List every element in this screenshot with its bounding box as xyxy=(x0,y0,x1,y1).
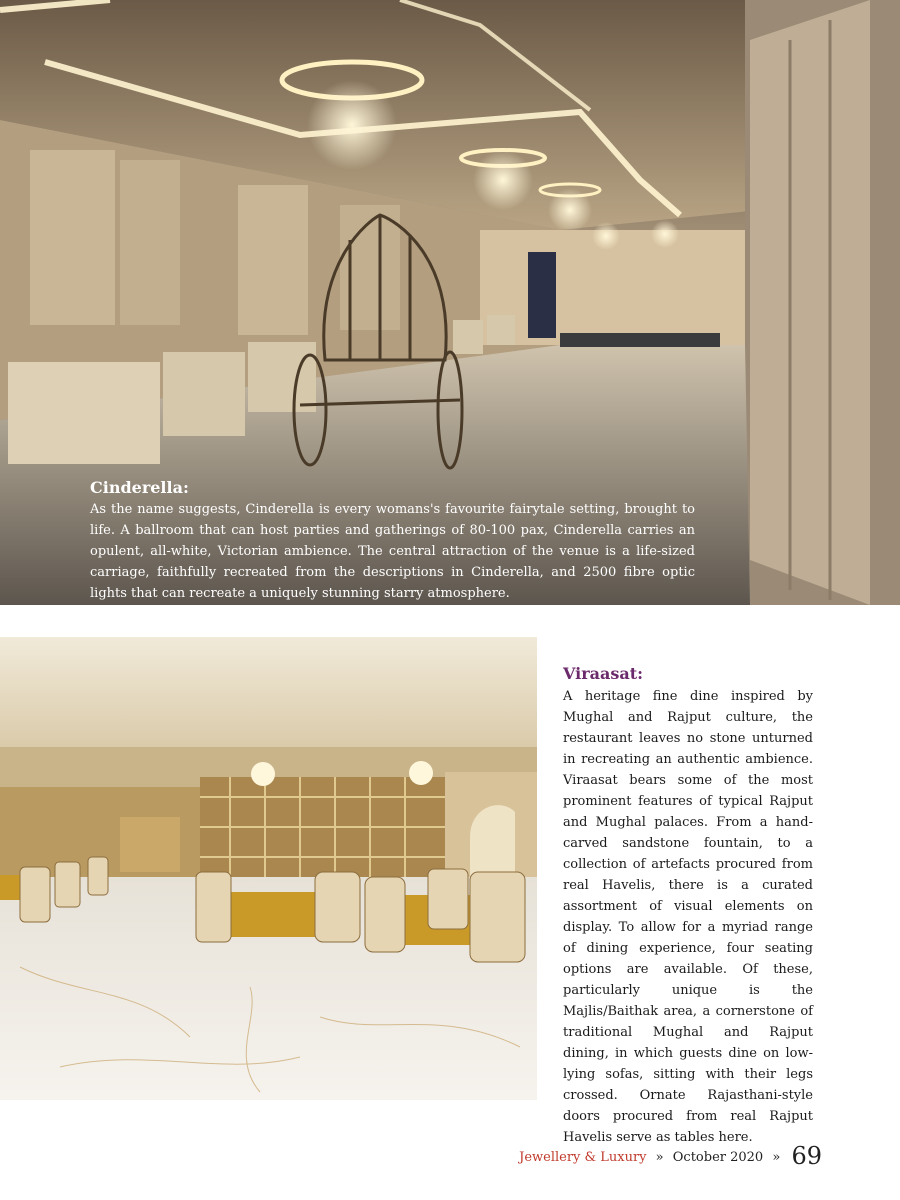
cinderella-title: Cinderella: xyxy=(90,478,189,497)
publication-name: Jewellery & Luxury xyxy=(519,1150,647,1165)
cinderella-description: As the name suggests, Cinderella is every womans's favourite fairytale setting, brought to life. A ballroom that can host parties and gatherings of 80-100 pax, Cinderella carries an opulent, all-white, Victorian ambience. The central attraction of the venue is a life-sized carriage, faithfully recreated from the descriptions in Cinderella, and 2500 fibre optic lights that can recreate a uniquely stunning starry atmosphere. xyxy=(90,502,695,601)
restaurant-illustration xyxy=(0,637,537,1100)
viraasat-title: Viraasat: xyxy=(563,664,644,683)
footer-separator: » xyxy=(772,1150,781,1165)
page-number: 69 xyxy=(791,1142,822,1170)
viraasat-description: A heritage fine dine inspired by Mughal and Rajput culture, the restaurant leaves no stone unturned in recreating an authentic ambience. Viraasat bears some of the most prominent features of typical Rajput and Mughal palaces. From a hand-carved sandstone fountain, to a collection of artefacts procured from real Havelis, there is a curated assortment of visual elements on display. To allow for a myriad range of dining experience, four seating options are available. Of these, particularly unique is the Majlis/Baithak area, a cornerstone of traditional Mughal and Rajput dining, in which guests dine on low-lying sofas, sitting with their legs crossed. Ornate Rajasthani-style doors procured from real Rajput Havelis serve as tables here. xyxy=(563,689,813,1145)
footer-separator: » xyxy=(655,1150,664,1165)
issue-date: October 2020 xyxy=(672,1150,764,1165)
page-footer xyxy=(519,1142,822,1170)
restaurant-photo xyxy=(0,637,537,1100)
